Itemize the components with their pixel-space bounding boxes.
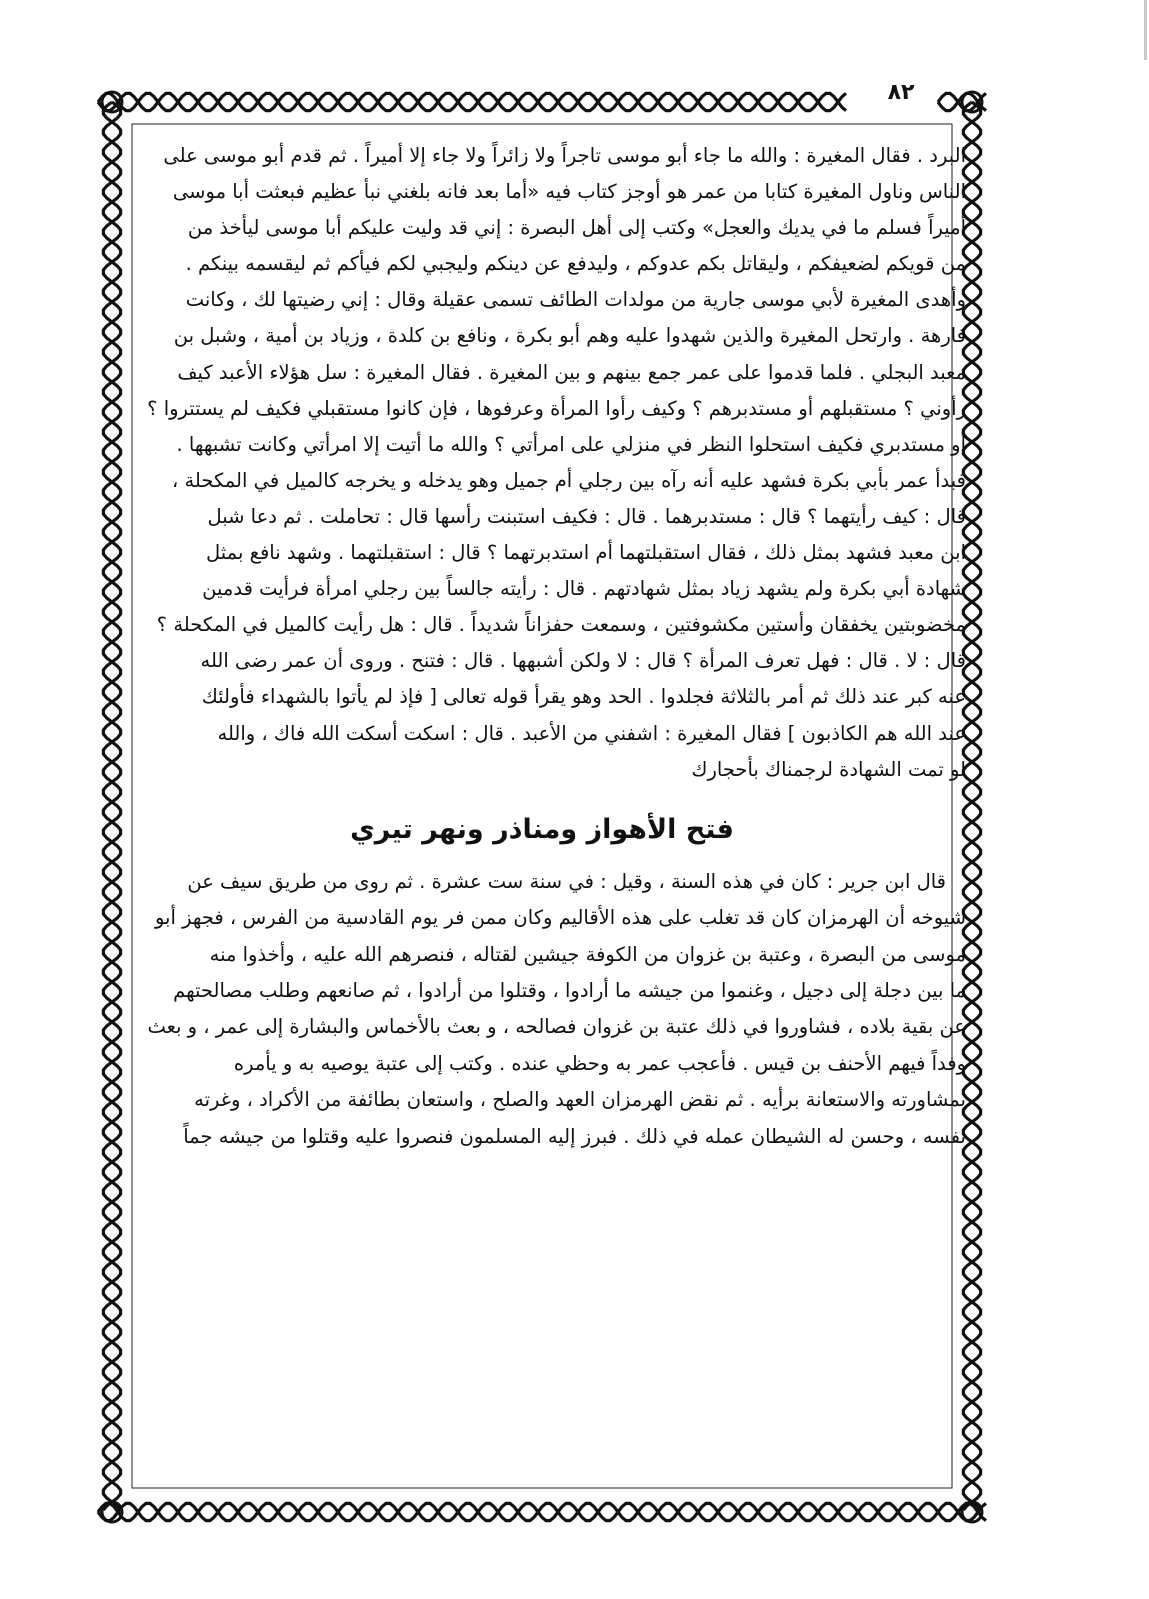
- text-line: مخضوبتين يخفقان وأستين مكشوفتين ، وسمعت حفزاناً شديداً . قال : هل رأيت كالميل في المكحلة ؟: [156, 613, 966, 637]
- text-line: أميراً فسلم ما في يديك والعجل» وكتب إلى أهل البصرة : إني قد وليت عليكم أبا موسى ليأخذ من: [187, 216, 966, 240]
- text-line: معبد البجلي . فلما قدموا على عمر جمع بينهم و بين المغيرة . فقال المغيرة : سل هؤلاء الأعبد كيف: [177, 360, 966, 384]
- page-body: [118, 138, 966, 1155]
- text-line: لو تمت الشهادة لرجمناك بأحجارك: [691, 757, 966, 781]
- text-line: قال : كيف رأيتهما ؟ قال : مستدبرهما . قال : فكيف استبنت رأسها قال : تحاملت . ثم دعا شبل: [207, 504, 966, 528]
- text-line: ابن معبد فشهد بمثل ذلك ، فقال استقبلتهما أم استدبرتهما ؟ قال : استقبلتهما . وشهد نافع بمثل: [206, 541, 966, 565]
- text-line: وأهدى المغيرة لأبي موسى جارية من مولدات الطائف تسمى عقيلة وقال : إني رضيتها لك ، وكانت: [185, 288, 966, 312]
- text-line: فارهة . وارتحل المغيرة والذين شهدوا عليه وهم أبو بكرة ، ونافع بن كلدة ، وزياد بن أمية ، وشبل بن: [173, 324, 966, 348]
- text-line: بمشاورته والاستعانة برأيه . ثم نقض الهرمزان العهد والصلح ، واستعان بطائفة من الأكراد ، وغرته: [194, 1088, 966, 1112]
- text-line: أو مستدبري فكيف استحلوا النظر في منزلي على امرأتي ؟ والله ما أتيت إلا امرأتي وكانت تشبهها .: [176, 432, 966, 456]
- text-line: عن بقية بلاده ، فشاوروا في ذلك عتبة بن غزوان فصالحه ، و بعث بالأخماس والبشارة إلى عمر ، و بعث: [147, 1015, 966, 1039]
- text-line: عنه كبر عند ذلك ثم أمر بالثلاثة فجلدوا . الحد وهو يقرأ قوله تعالى [ فإذ لم يأتوا بالشهداء فأولئك: [201, 685, 966, 709]
- text-line: من قويكم لضعيفكم ، وليقاتل بكم عدوكم ، وليدفع عن دينكم وليجبي لكم فيأكم ثم ليقسمه بينكم .: [185, 252, 966, 276]
- text-line: وفداً فيهم الأحنف بن قيس . فأعجب عمر به وحظي عنده . وكتب إلى عتبة يوصيه به و يأمره: [233, 1051, 966, 1075]
- text-line: شهادة أبي بكرة ولم يشهد زياد بمثل شهادتهم . قال : رأيته جالساً بين رجلي امرأة فرأيت قدمين: [202, 577, 966, 601]
- paragraph-2: [118, 864, 966, 1155]
- text-line: شيوخه أن الهرمزان كان قد تغلب على هذه الأقاليم وكان ممن فر يوم القادسية من الفرس ، فجهز أبو: [154, 906, 966, 930]
- text-line: عند الله هم الكاذبون ] فقال المغيرة : اشفني من الأعبد . قال : اسكت أسكت الله فاك ، والله: [217, 721, 966, 745]
- text-line: قال : لا . قال : فهل تعرف المرأة ؟ قال : لا ولكن أشبهها . قال : فتنح . وروى أن عمر رضى الله: [200, 649, 966, 673]
- text-line: نفسه ، وحسن له الشيطان عمله في ذلك . فبرز إليه المسلمون فنصروا عليه وقتلوا من جيشه جماً: [183, 1124, 966, 1148]
- page-number: ٨٢: [887, 80, 915, 105]
- text-line: الناس وناول المغيرة كتابا من عمر هو أوجز كتاب فيه «أما بعد فانه بلغني نبأ عظيم فبعثت أبا موسى: [172, 180, 966, 204]
- text-line: ما بين دجلة إلى دجيل ، وغنموا من جيشه ما أرادوا ، وقتلوا من أرادوا ، ثم صانعهم وطلب مصالحتهم: [173, 978, 966, 1002]
- paragraph-1: [118, 138, 966, 788]
- section-heading: فتح الأهواز ومناذر ونهر تيري: [350, 813, 734, 845]
- text-line: موسى من البصرة ، وعتبة بن غزوان من الكوفة جيشين لقتاله ، فنصرهم الله عليه ، وأخذوا منه: [209, 942, 966, 966]
- text-line: قال ابن جرير : كان في هذه السنة ، وقيل : في سنة ست عشرة . ثم روى من طريق سيف عن: [187, 869, 946, 893]
- text-line: رأوني ؟ مستقبلهم أو مستدبرهم ؟ وكيف رأوا المرأة وعرفوها ، فإن كانوا مستقبلي فكيف لم يستتروا ؟: [147, 396, 966, 420]
- text-line: فبدأ عمر بأبي بكرة فشهد عليه أنه رآه بين رجلي أم جميل وهو يدخله و يخرجه كالميل في المكحلة ،: [171, 468, 966, 492]
- text-line: البرد . فقال المغيرة : والله ما جاء أبو موسى تاجراً ولا زائراً ولا جاء إلا أميراً . ثم قدم أبو موسى على: [163, 144, 966, 167]
- page-spine-edge: [1144, 0, 1147, 60]
